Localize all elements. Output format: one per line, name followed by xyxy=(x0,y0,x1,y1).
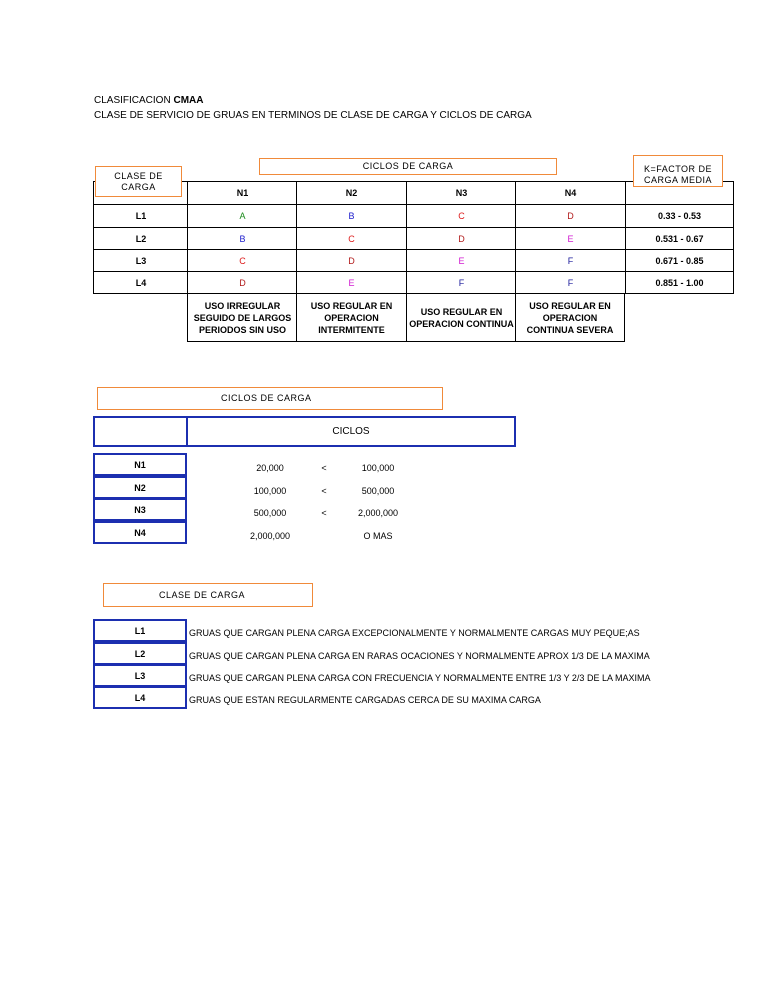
table1-usage-cell: USO IRREGULAR SEGUIDO DE LARGOS PERIODOS SIN USO xyxy=(187,294,297,342)
cycle-to-value: 500,000 xyxy=(361,486,395,496)
cycle-class-label: N1 xyxy=(93,453,187,476)
cycle-class-label: N3 xyxy=(93,498,187,521)
cycle-operator: < xyxy=(321,463,327,473)
ciclos-title: CICLOS DE CARGA xyxy=(97,387,443,410)
k-factor-label xyxy=(633,155,723,187)
table1-class-cell: C xyxy=(296,227,406,250)
table1-class-cell: C xyxy=(406,204,516,227)
table1-usage-cell: USO REGULAR EN OPERACION CONTINUA SEVERA xyxy=(515,294,625,342)
doc-subtitle: CLASE DE SERVICIO DE GRUAS EN TERMINOS DE CLASE DE CARGA Y CICLOS DE CARGA xyxy=(94,110,532,121)
table1-row-label: L1 xyxy=(93,204,188,227)
load-class-description: GRUAS QUE CARGAN PLENA CARGA EN RARAS OCACIONES Y NORMALMENTE APROX 1/3 DE LA MAXIMA xyxy=(189,651,650,661)
ciclos-de-carga-label: CICLOS DE CARGA xyxy=(259,158,557,175)
load-class-description: GRUAS QUE CARGAN PLENA CARGA CON FRECUENCIA Y NORMALMENTE ENTRE 1/3 Y 2/3 DE LA MAXIMA xyxy=(189,673,651,683)
cycle-to-value: O MAS xyxy=(363,531,393,541)
title-bold: CMAA xyxy=(173,95,204,106)
load-class-description: GRUAS QUE CARGAN PLENA CARGA EXCEPCIONALMENTE Y NORMALMENTE CARGAS MUY PEQUE;AS xyxy=(189,628,640,638)
table1-class-cell: D xyxy=(296,249,406,272)
clase-de-carga-text: CLASE DE CARGA xyxy=(114,171,163,192)
cycle-to-value: 100,000 xyxy=(361,463,395,473)
table1-row-label: L4 xyxy=(93,271,188,294)
ciclos-header-corner xyxy=(93,416,187,447)
table1-class-cell: D xyxy=(515,204,625,227)
table1-usage-cell: USO REGULAR EN OPERACION CONTINUA xyxy=(406,294,516,342)
load-class-label: L1 xyxy=(93,619,187,642)
table1-row-label: L2 xyxy=(93,227,188,250)
table1-class-cell: F xyxy=(515,271,625,294)
doc-title xyxy=(94,95,203,106)
cycle-from-value: 500,000 xyxy=(253,508,287,518)
clase-de-carga-label xyxy=(95,166,182,197)
table1-k-value: 0.851 - 1.00 xyxy=(625,271,734,294)
cycle-from-value: 2,000,000 xyxy=(249,531,291,541)
table1-col-header: N3 xyxy=(406,181,516,204)
table1-class-cell: B xyxy=(187,227,297,250)
table1-k-value: 0.531 - 0.67 xyxy=(625,227,734,250)
table1-class-cell: D xyxy=(406,227,516,250)
table1-class-cell: F xyxy=(406,271,516,294)
table1-k-value: 0.671 - 0.85 xyxy=(625,249,734,272)
table1-class-cell: B xyxy=(296,204,406,227)
table1-class-cell: D xyxy=(187,271,297,294)
load-class-label: L2 xyxy=(93,642,187,665)
table1-class-cell: F xyxy=(515,249,625,272)
table1-class-cell: E xyxy=(406,249,516,272)
load-class-label: L3 xyxy=(93,664,187,687)
load-class-description: GRUAS QUE ESTAN REGULARMENTE CARGADAS CERCA DE SU MAXIMA CARGA xyxy=(189,695,541,705)
title-prefix: CLASIFICACION xyxy=(94,95,174,106)
table1-class-cell: C xyxy=(187,249,297,272)
table1-col-header: N4 xyxy=(515,181,625,204)
cycle-operator: < xyxy=(321,508,327,518)
table1-class-cell: E xyxy=(515,227,625,250)
table1-class-cell: A xyxy=(187,204,297,227)
table1-col-header: N1 xyxy=(187,181,297,204)
k-factor-text: K=FACTOR DE CARGA MEDIA xyxy=(643,164,713,185)
cycle-operator: < xyxy=(321,486,327,496)
cycle-from-value: 100,000 xyxy=(253,486,287,496)
table1-k-value: 0.33 - 0.53 xyxy=(625,204,734,227)
table1-usage-cell: USO REGULAR EN OPERACION INTERMITENTE xyxy=(296,294,406,342)
cycle-from-value: 20,000 xyxy=(256,463,284,473)
clase-title: CLASE DE CARGA xyxy=(103,583,313,607)
cycle-class-label: N2 xyxy=(93,476,187,499)
ciclos-header: CICLOS xyxy=(186,416,516,447)
cycle-class-label: N4 xyxy=(93,521,187,544)
table1-class-cell: E xyxy=(296,271,406,294)
cycle-to-value: 2,000,000 xyxy=(357,508,399,518)
table1-col-header: N2 xyxy=(296,181,406,204)
load-class-label: L4 xyxy=(93,686,187,709)
table1-row-label: L3 xyxy=(93,249,188,272)
